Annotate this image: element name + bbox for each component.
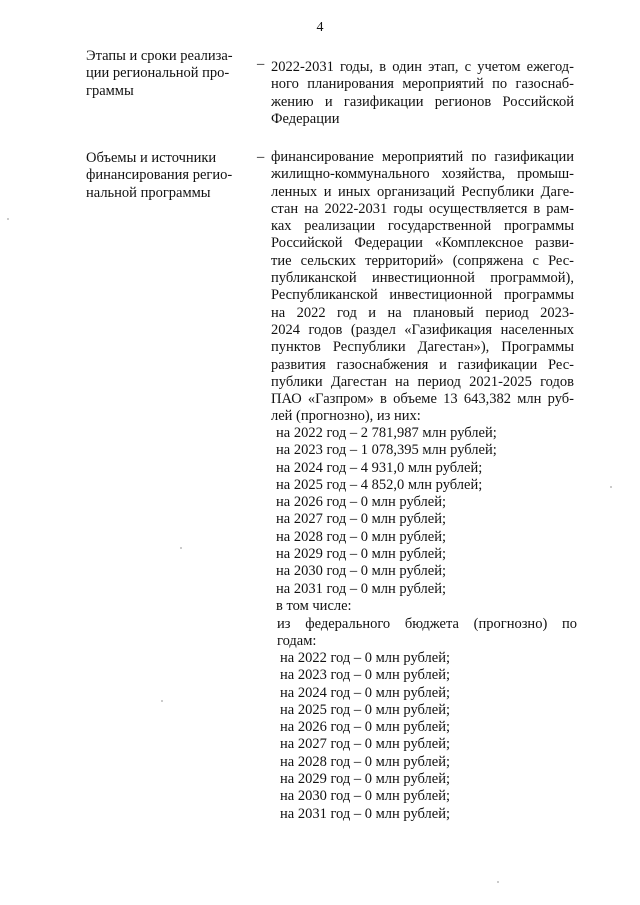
funding-label bbox=[86, 150, 244, 202]
funding-text-line: Российской Федерации «Комплексное разви- bbox=[271, 235, 574, 252]
funding-label-line: Объемы и источники bbox=[86, 150, 217, 166]
funding-by-year-list bbox=[276, 425, 576, 615]
federal-year-item: на 2029 год – 0 млн рублей; bbox=[280, 771, 451, 788]
funding-text-line: на 2022 год и на плановый период 2023- bbox=[271, 304, 574, 321]
stages-label bbox=[86, 48, 244, 100]
stages-text-line: 2022-2031 годы, в один этап, с учетом ежегод- bbox=[271, 59, 574, 75]
funding-year-item: на 2027 год – 0 млн рублей; bbox=[276, 511, 447, 528]
funding-year-item: на 2030 год – 0 млн рублей; bbox=[276, 563, 447, 580]
scan-speck bbox=[497, 881, 499, 883]
funding-text-line: тие сельских территорий» (сопряжена с Рес- bbox=[271, 252, 574, 269]
scan-speck bbox=[610, 486, 612, 488]
federal-year-item: на 2022 год – 0 млн рублей; bbox=[280, 650, 451, 666]
stages-label-line: граммы bbox=[86, 82, 134, 99]
funding-year-item: на 2031 год – 0 млн рублей; bbox=[276, 580, 447, 597]
federal-year-item: на 2026 год – 0 млн рублей; bbox=[280, 719, 451, 736]
funding-year-item: на 2029 год – 0 млн рублей; bbox=[276, 546, 447, 563]
stages-label-line: Этапы и сроки реализа- bbox=[86, 48, 233, 64]
funding-text-line: 2024 годов (раздел «Газификация населенных bbox=[271, 321, 574, 338]
funding-text-line: ПАО «Газпром» в объеме 13 643,382 млн руб- bbox=[271, 391, 574, 408]
federal-intro-line: из федерального бюджета (прогнозно) по bbox=[277, 616, 577, 632]
funding-text-line: жилищно-коммунального хозяйства, промыш- bbox=[271, 166, 574, 183]
federal-intro bbox=[277, 616, 577, 651]
scan-speck bbox=[7, 218, 9, 220]
page-number: 4 bbox=[316, 20, 324, 35]
federal-year-item: на 2030 год – 0 млн рублей; bbox=[280, 788, 451, 805]
scan-speck bbox=[161, 700, 163, 702]
funding-text-line: публиканской инвестиционной программой), bbox=[271, 270, 574, 287]
federal-by-year-list bbox=[280, 650, 580, 823]
stages-dash: – bbox=[257, 56, 265, 72]
stages-text bbox=[271, 59, 574, 128]
stages-text-line: Федерации bbox=[271, 110, 340, 127]
funding-year-item: на 2023 год – 1 078,395 млн рублей; bbox=[276, 442, 497, 459]
funding-dash: – bbox=[257, 149, 265, 165]
funding-text-line: ленных и иных организаций Республики Даге- bbox=[271, 183, 574, 200]
funding-text-line: публики Дагестан на период 2021-2025 годов bbox=[271, 373, 574, 390]
including-label: в том числе: bbox=[276, 597, 352, 614]
federal-year-item: на 2028 год – 0 млн рублей; bbox=[280, 753, 451, 770]
funding-label-line: нальной программы bbox=[86, 184, 211, 201]
federal-year-item: на 2025 год – 0 млн рублей; bbox=[280, 701, 451, 718]
funding-year-item: на 2022 год – 2 781,987 млн рублей; bbox=[276, 425, 497, 441]
funding-text-line: ках реализации государственной программы bbox=[271, 218, 574, 235]
federal-year-item: на 2031 год – 0 млн рублей; bbox=[280, 805, 451, 822]
stages-label-line: ции региональной про- bbox=[86, 65, 230, 82]
federal-year-item: на 2023 год – 0 млн рублей; bbox=[280, 667, 451, 684]
funding-text bbox=[271, 149, 574, 426]
funding-year-item: на 2028 год – 0 млн рублей; bbox=[276, 528, 447, 545]
federal-intro-line: годам: bbox=[277, 633, 317, 650]
federal-year-item: на 2027 год – 0 млн рублей; bbox=[280, 736, 451, 753]
funding-label-line: финансирования регио- bbox=[86, 167, 233, 184]
funding-text-line: Республиканской инвестиционной программы bbox=[271, 287, 574, 304]
stages-text-line: ного планирования мероприятий по газоснаб- bbox=[271, 76, 574, 93]
funding-year-item: на 2026 год – 0 млн рублей; bbox=[276, 494, 447, 511]
scan-speck bbox=[180, 547, 182, 549]
funding-year-item: на 2024 год – 4 931,0 млн рублей; bbox=[276, 459, 483, 476]
stages-text-line: жению и газификации регионов Российской bbox=[271, 93, 574, 110]
funding-text-line: развития газоснабжения и газификации Рес- bbox=[271, 356, 574, 373]
funding-text-line: стан на 2022-2031 годы осуществляется в рам- bbox=[271, 200, 574, 217]
funding-text-line: финансирование мероприятий по газификации bbox=[271, 149, 574, 165]
funding-text-line: пунктов Республики Дагестан»), Программы bbox=[271, 339, 574, 356]
funding-year-item: на 2025 год – 4 852,0 млн рублей; bbox=[276, 476, 483, 493]
funding-text-line: лей (прогнозно), из них: bbox=[271, 408, 421, 425]
federal-year-item: на 2024 год – 0 млн рублей; bbox=[280, 684, 451, 701]
